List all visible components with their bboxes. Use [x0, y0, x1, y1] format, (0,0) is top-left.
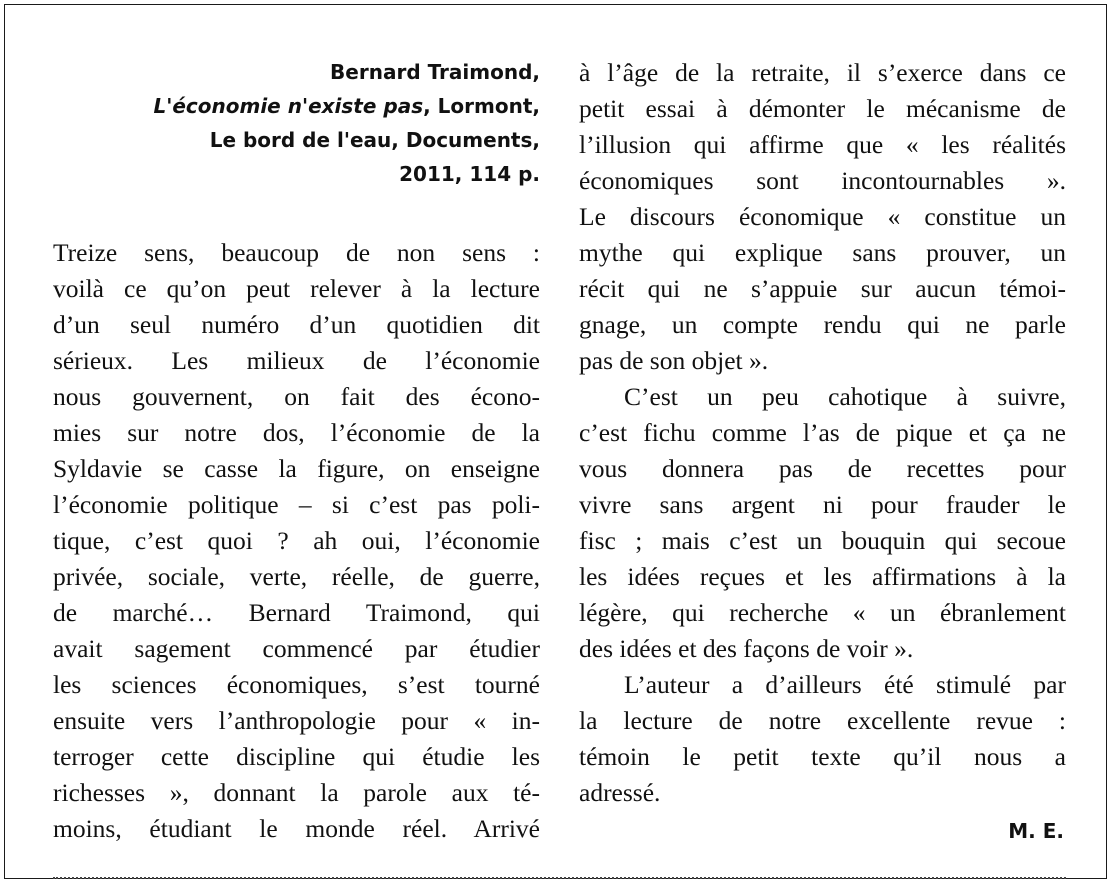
text-line: petit essai à démonter le mécanisme de — [579, 94, 1066, 123]
text-line: tique, c’est quoi ? ah oui, l’économie — [53, 526, 540, 555]
book-author: Bernard Traimond, — [330, 60, 540, 84]
text-line: Treize sens, beaucoup de non sens : — [53, 238, 540, 267]
text-line: nous gouvernent, on fait des écono- — [53, 382, 540, 411]
text-line: C’est un peu cahotique à suivre, — [624, 382, 1066, 411]
text-line: privée, sociale, verte, réelle, de guerre, — [53, 562, 540, 591]
text-line: récit qui ne s’appuie sur aucun témoi- — [579, 274, 1066, 303]
right-body-text — [579, 55, 1066, 811]
left-body-text — [53, 235, 540, 847]
signature: M. E. — [1008, 819, 1064, 843]
text-line: à l’âge de la retraite, il s’exerce dans ce — [579, 58, 1066, 87]
text-line: terroger cette discipline qui étudie les — [53, 742, 540, 771]
book-year-pages: 2011, 114 p. — [399, 162, 540, 186]
text-line: adressé. — [579, 778, 661, 807]
text-line: c’est fichu comme l’as de pique et ça ne — [579, 418, 1066, 447]
text-line: l’illusion qui affirme que « les réalités — [579, 130, 1066, 159]
text-line: L’auteur a d’ailleurs été stimulé par — [624, 670, 1066, 699]
text-line: sérieux. Les milieux de l’économie — [53, 346, 540, 375]
text-line: mies sur notre dos, l’économie de la — [53, 418, 540, 447]
text-line: les sciences économiques, s’est tourné — [53, 670, 540, 699]
text-line: Syldavie se casse la figure, on enseigne — [53, 454, 540, 483]
text-line: économiques sont incontournables ». — [579, 166, 1066, 195]
text-line: fisc ; mais c’est un bouquin qui secoue — [579, 526, 1066, 555]
text-line: voilà ce qu’on peut relever à la lecture — [53, 274, 540, 303]
text-line: avait sagement commencé par étudier — [53, 634, 540, 663]
dotted-divider — [53, 877, 1066, 879]
left-column — [53, 55, 540, 847]
text-line: vivre sans argent ni pour frauder le — [579, 490, 1066, 519]
text-line: vous donnera pas de recettes pour — [579, 454, 1066, 483]
text-line: mythe qui explique sans prouver, un — [579, 238, 1066, 267]
text-line: richesses », donnant la parole aux té- — [53, 778, 540, 807]
text-line: d’un seul numéro d’un quotidien dit — [53, 310, 540, 339]
text-line: témoin le petit texte qu’il nous a — [579, 742, 1066, 771]
text-line: moins, étudiant le monde réel. Arrivé — [53, 814, 540, 843]
text-line: l’économie politique – si c’est pas poli- — [53, 490, 540, 519]
right-column — [579, 55, 1066, 847]
book-place: , Lormont, — [423, 94, 540, 118]
text-line: la lecture de notre excellente revue : — [579, 706, 1066, 735]
text-line: les idées reçues et les affirmations à la — [579, 562, 1066, 591]
text-line: légère, qui recherche « un ébranlement — [579, 598, 1066, 627]
book-reference — [53, 55, 540, 191]
text-line: des idées et des façons de voir ». — [579, 634, 914, 663]
book-title-line — [53, 89, 540, 123]
book-publisher: Le bord de l'eau, Documents, — [209, 128, 540, 152]
book-title: L'économie n'existe pas — [153, 94, 424, 118]
text-line: gnage, un compte rendu qui ne parle — [579, 310, 1066, 339]
text-line: Le discours économique « constitue un — [579, 202, 1066, 231]
text-line: pas de son objet ». — [579, 346, 769, 375]
text-line: ensuite vers l’anthropologie pour « in- — [53, 706, 540, 735]
review-page — [4, 4, 1107, 879]
text-line: de marché… Bernard Traimond, qui — [53, 598, 540, 627]
